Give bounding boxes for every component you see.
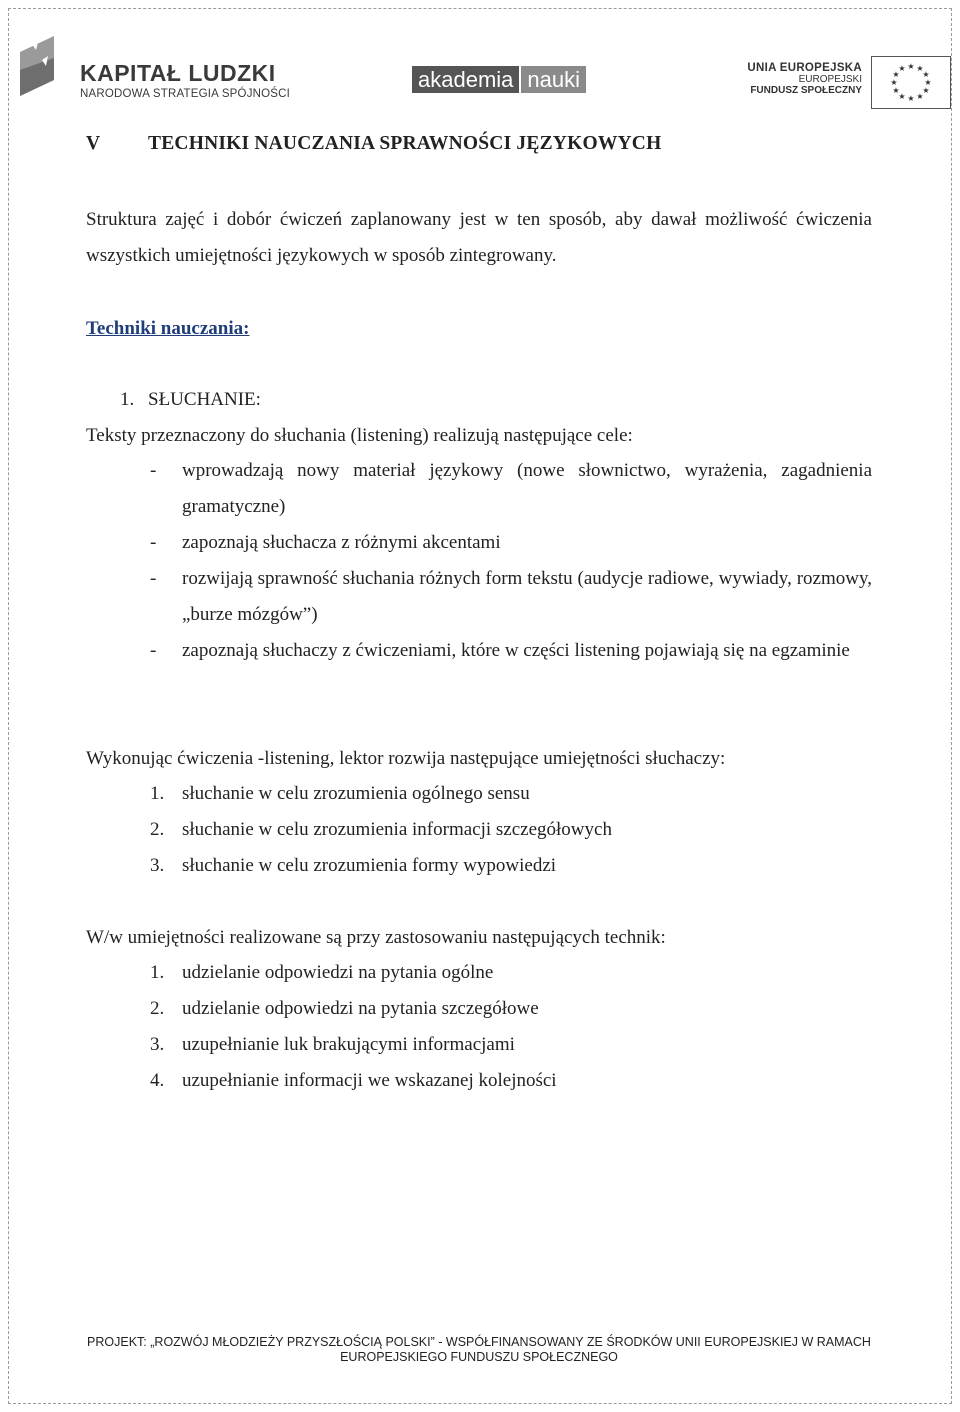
svg-text:★: ★ <box>907 62 915 71</box>
list-item: 3. słuchanie w celu zrozumienia formy wypowiedzi <box>150 855 557 876</box>
list-item: - zapoznają słuchaczy z ćwiczeniami, które w części listening pojawiają się na egzaminie <box>150 640 850 661</box>
svg-text:★: ★ <box>922 86 930 95</box>
eu-flag-icon <box>871 56 951 109</box>
techniques-list <box>86 955 872 1099</box>
svg-text:★: ★ <box>898 92 906 101</box>
section1-heading <box>120 382 261 418</box>
svg-text:★: ★ <box>924 78 932 87</box>
skills-lead: Wykonując ćwiczenia -listening, lektor rozwija następujące umiejętności słuchaczy: <box>86 748 726 769</box>
list-item: - rozwijają sprawność słuchania różnych form tekstu (audycje radiowe, wywiady, rozmowy, „burze mózgów”) <box>150 568 872 625</box>
svg-text:★: ★ <box>892 86 900 95</box>
chapter-heading <box>86 133 661 155</box>
list-item: 3. uzupełnianie luk brakującymi informacjami <box>150 1034 515 1055</box>
section1-title: SŁUCHANIE: <box>148 389 261 410</box>
svg-text:★: ★ <box>916 64 924 73</box>
svg-text:★: ★ <box>898 64 906 73</box>
list-item: 4. uzupełnianie informacji we wskazanej kolejności <box>150 1070 557 1091</box>
kapital-ludzki-subtitle: NARODOWA STRATEGIA SPÓJNOŚCI <box>80 88 291 100</box>
eu-line1: UNIA EUROPEJSKA <box>747 62 862 74</box>
list-item: 1. słuchanie w celu zrozumienia ogólnego sensu <box>150 783 530 804</box>
eu-logo-text <box>747 62 862 96</box>
section1-number: 1. <box>120 389 135 410</box>
eu-line3: FUNDUSZ SPOŁECZNY <box>750 85 862 96</box>
footer-line2: EUROPEJSKIEGO FUNDUSZU SPOŁECZNEGO <box>340 1350 618 1364</box>
page-footer <box>86 1335 872 1365</box>
list-item: - wprowadzają nowy materiał językowy (nowe słownictwo, wyrażenia, zagadnienia gramatyczne) <box>150 460 872 517</box>
akademia-nauki-part2: nauki <box>521 66 586 93</box>
goals-list <box>86 453 872 669</box>
list-item: 2. słuchanie w celu zrozumienia informacji szczegółowych <box>150 819 612 840</box>
svg-text:★: ★ <box>907 94 915 103</box>
intro-paragraph: Struktura zajęć i dobór ćwiczeń zaplanowany jest w ten sposób, aby dawał możliwość ćwiczenia wszystkich umiejętności językowych w sposób zintegrowany. <box>86 209 872 266</box>
svg-text:★: ★ <box>916 92 924 101</box>
akademia-nauki-logo <box>412 66 586 93</box>
kapital-ludzki-title: KAPITAŁ LUDZKI <box>80 60 276 86</box>
chapter-title: TECHNIKI NAUCZANIA SPRAWNOŚCI JĘZYKOWYCH <box>148 133 662 154</box>
akademia-nauki-part1: akademia <box>412 66 519 93</box>
skills-list <box>86 776 872 884</box>
svg-text:★: ★ <box>892 70 900 79</box>
kapital-ludzki-logo <box>10 30 291 110</box>
list-item: - zapoznają słuchacza z różnymi akcentami <box>150 532 501 553</box>
chapter-number: V <box>86 133 101 154</box>
footer-line1: PROJEKT: „ROZWÓJ MŁODZIEŻY PRZYSZŁOŚCIĄ POLSKI” - WSPÓŁFINANSOWANY ZE ŚRODKÓW UNII EUROPEJSKIEJ W RAMACH <box>87 1335 871 1349</box>
svg-text:★: ★ <box>890 78 898 87</box>
svg-text:★: ★ <box>922 70 930 79</box>
techniques-lead: W/w umiejętności realizowane są przy zastosowaniu następujących technik: <box>86 927 666 948</box>
list-item: 1. udzielanie odpowiedzi na pytania ogólne <box>150 962 494 983</box>
list-item: 2. udzielanie odpowiedzi na pytania szczegółowe <box>150 998 539 1019</box>
section1-lead: Teksty przeznaczony do słuchania (listening) realizują następujące cele: <box>86 425 633 446</box>
techniques-heading: Techniki nauczania: <box>86 318 250 339</box>
eu-line2: EUROPEJSKI <box>798 74 862 85</box>
kapital-ludzki-emblem-icon <box>10 30 70 110</box>
